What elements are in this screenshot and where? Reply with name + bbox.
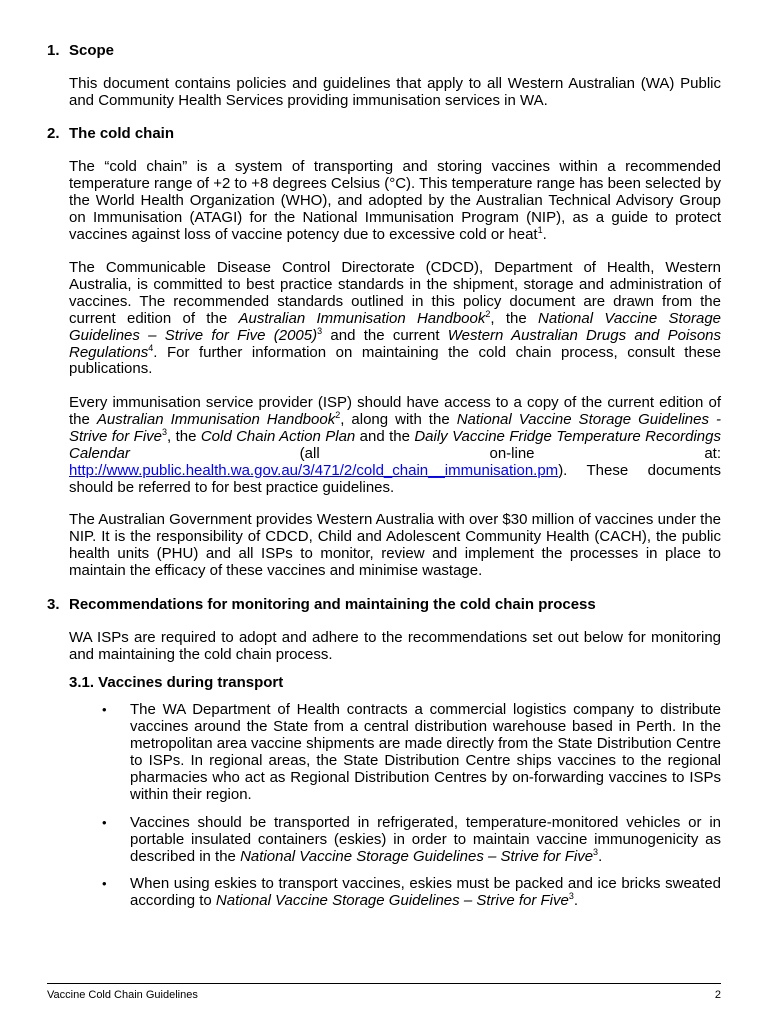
paragraph [69,260,721,378]
text-run: , the [167,427,201,445]
footnote-ref: 1 [537,224,543,235]
text-run: The Australian Government provides Western Australia with over $30 million of vaccines under the NIP. It is the responsibility of CDCD, Child and Adolescent Community Health (CACH), the public health units (PHU) and all ISPs to monitor, review and implement the processes in place to maintain the efficacy of these vaccines and minimise wastage. [69,511,721,579]
section-title: Recommendations for monitoring and maintaining the cold chain process [69,596,596,613]
section-number: 1. [47,42,60,59]
footer-divider [47,983,721,984]
italic-title: Daily Vaccine Fridge Temperature Recordings Calendar [69,427,721,462]
italic-title: National Vaccine Storage Guidelines - Strive for Five [69,410,721,445]
italic-title: National Vaccine Storage Guidelines – Strive for Five (2005) [69,309,722,344]
footer-title: Vaccine Cold Chain Guidelines [47,989,198,1001]
text-run: Every immunisation service provider (ISP) should have access to a copy of the current edition of the [69,394,721,428]
paragraph [69,395,721,496]
bullet-icon: • [102,702,107,717]
italic-title: Western Australian Drugs and Poisons Regulations [69,326,722,361]
bullet-icon: • [102,876,107,891]
text-run: . For further information on maintaining the cold chain process, consult these publications. [69,343,721,378]
paragraph [69,630,721,664]
bullet-item [102,701,721,803]
text-run: (all on-line at: [129,444,721,462]
text-run: The “cold chain” is a system of transporting and storing vaccines within a recommended temperature range of +2 to +8 degrees Celsius (°C). This temperature range has been selected by the World Health Organization (WHO), and adopted by the Australian Technical Advisory Group on Immunisation (ATAGI) for the National Immunisation Program (NIP), as a guide to protect vaccines against loss of vaccine potency due to excessive cold or heat [69,158,721,243]
text-run: , the [490,309,539,327]
subsection-heading: 3.1. Vaccines during transport [69,674,284,691]
footnote-ref: 3 [162,426,168,437]
bullet-icon: • [102,815,107,830]
section-heading-cold-chain [47,125,721,143]
footnote-ref: 2 [485,308,491,319]
italic-title: Australian Immunisation Handbook [96,410,336,428]
footnote-ref: 3 [568,890,574,901]
footnote-ref: 3 [317,325,323,336]
section-heading-scope [47,42,721,60]
text-run: ). These documents should be referred to for best practice guidelines. [69,461,721,496]
text-run: . [598,847,603,865]
text-run: The WA Department of Health contracts a commercial logistics company to distribute vaccines around the State from a central distribution warehouse based in Perth. In the metropolitan area vaccine shipments are made directly from the State Distribution Centre to ISPs. In regional areas, the State Distribution Centre ships vaccines to the regional pharmacies who act as Regional Distribution Centres by on-forwarding vaccines to ISPs within their region. [130,701,721,803]
paragraph [69,159,721,244]
footnote-ref: 2 [335,409,341,420]
bullet-item [102,814,721,866]
section-heading-recommendations [47,596,721,614]
section-title: Scope [69,42,115,59]
italic-title: National Vaccine Storage Guidelines – Strive for Five [215,891,569,909]
bullet-item [102,875,721,910]
text-run: WA ISPs are required to adopt and adhere to the recommendations set out below for monitoring and maintaining the cold chain process. [69,629,721,663]
italic-title: Australian Immunisation Handbook [238,309,486,327]
section-number: 3. [47,596,60,613]
text-run: . [573,891,579,909]
text-run: The Communicable Disease Control Directorate (CDCD), Department of Health, Western Australia, is committed to best practice standards in the shipment, storage and administration of vaccines. The recommended standards outlined in this policy document are drawn from the current edition of the [69,259,721,327]
text-run: and the [355,427,415,445]
section-title: The cold chain [69,125,175,142]
text-run: Vaccines should be transported in refrigerated, temperature-monitored vehicles or in portable insulated containers (eskies) in order to maintain vaccine immunogenicity as described in the [130,814,721,865]
text-run: , along with the [340,410,457,428]
page-number: 2 [714,989,721,1001]
text-run: This document contains policies and guidelines that apply to all Western Australian (WA) Public and Community Health Services providing immunisation services in WA. [69,75,721,109]
text-run: When using eskies to transport vaccines, eskies must be packed and ice bricks sweated according to [130,875,721,909]
footnote-ref: 4 [148,342,154,353]
section-number: 2. [47,125,60,142]
text-run: . [542,225,547,243]
paragraph [69,76,721,110]
italic-title: National Vaccine Storage Guidelines – Strive for Five [240,847,594,865]
italic-title: Cold Chain Action Plan [200,427,356,445]
link[interactable]: http://www.public.health.wa.gov.au/3/471/2/cold_chain__immunisation.pm [69,461,559,479]
footnote-ref: 3 [593,846,599,857]
paragraph [69,512,721,580]
text-run: and the current [322,326,448,344]
